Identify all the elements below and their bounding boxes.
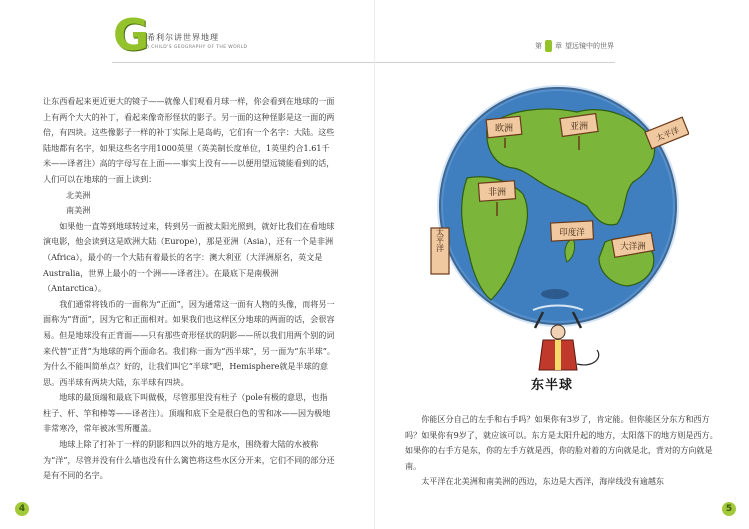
page-number: 4	[15, 502, 29, 516]
chapter-number-tab	[545, 40, 552, 52]
sign-pacific-right	[645, 117, 689, 149]
book-logo	[113, 10, 263, 64]
book-title: 希利尔讲世界地理	[147, 33, 219, 42]
sign-indian-ocean	[551, 221, 594, 241]
chapter-prefix: 第	[535, 42, 542, 50]
right-body-text	[405, 412, 723, 490]
eastern-hemisphere-illustration	[427, 78, 689, 378]
left-body-text	[43, 94, 335, 484]
header-divider	[375, 62, 615, 63]
continent-line: 北美洲	[66, 189, 91, 200]
paragraph: 让东西看起来更近更大的镜子——就像人们观看月球一样，你会看到在地球的一面上有两个大大的补丁，看起来像奇形怪状的影子。另一面的这种怪影是这一面的两倍，有四块。这些像影子一样的补丁实际上是岛屿，它们有一个名字：大陆。这些陆地都有名字，如果这些名字用1000英里（英美制长度单位，1英里约合1.61千米——译者注）高的字母写在上面——事实上没有——以便用望远镜能看到的话，人们可以在地球的一面上读到：	[43, 96, 335, 184]
label-europe: 欧洲	[494, 124, 514, 134]
paragraph: 地球的最顶端和最底下叫做极，尽管那里没有柱子（pole有极的意思，也指柱子、杆、竿和棒等——译者注）。顶端和底下全是很白色的雪和冰——因为极地非常寒冷，常年被冰雪所覆盖。	[43, 392, 331, 434]
label-africa: 非洲	[487, 188, 507, 198]
illustration-caption: 东半球	[531, 378, 574, 393]
sign-pacific-left	[431, 227, 449, 274]
continent-line: 南美洲	[66, 205, 91, 216]
logo-letter: G	[113, 10, 150, 61]
paragraph: 你能区分自己的左手和右手吗？如果你有3岁了，肯定能。但你能区分东方和西方吗？如果你有9岁了，就应该可以。东方是太阳升起的地方，太阳落下的地方则是西方。如果你的右手方是东，你的左手方就是西，你的脸对着的方向就是北，背对的方向就是南。	[405, 414, 718, 471]
label-indian-ocean: 印度洋	[559, 228, 585, 238]
chapter-suffix: 章	[555, 42, 562, 50]
right-page	[375, 0, 749, 529]
paragraph: 如果他一直等到地球转过来，转到另一面被太阳光照到，就好比我们在看地球演电影，他会读到这是欧洲大陆（Europe），那是亚洲（Asia），还有一个是非洲（Africa），最小的一个大陆有着最长的名字：澳大利亚（大洋洲原名，英文是Australia，世界上最小的一个洲——译者注）。在最底下是南极洲（Antarctica）。	[43, 220, 335, 294]
paragraph: 我们通常将钱币的一面称为“正面”，因为通常这一面有人物的头像，而将另一面称为“背面”，因为它和正面相对。如果我们也这样区分地球的两面的话，会很容易。但是地球没有正背面——只有那些奇形怪状的阴影——所以我们用两个别的词来代替“正背”为地球的两个面命名。我们称一面为“西半球”，另一面为“东半球”。为什么不能叫简单点？好的，让我们叫它“半球”吧，Hemisphere就是半球的意思。西半球有两块大陆，东半球有四块。	[43, 298, 335, 387]
page-number: 5	[722, 502, 736, 516]
label-pacific-right: 太平洋	[654, 125, 681, 144]
paragraph: 太平洋在北美洲和南美洲的西边，东边是大西洋，海岸线没有逾越东	[421, 476, 665, 487]
book-subtitle: A CHILD'S GEOGRAPHY OF THE WORLD	[146, 45, 248, 50]
label-oceania: 大洋洲	[620, 242, 646, 252]
header-divider	[112, 62, 374, 63]
left-page	[0, 0, 374, 529]
paragraph: 地球上除了打补丁一样的阴影和四以外的地方是水，围绕着大陆的水被称为“洋”，尽管并没有什么墙也没有什么篱笆将这些水区分开来，它们不同的部分还是有不同的名字。	[43, 439, 335, 481]
whale	[541, 289, 569, 299]
chapter-header	[535, 40, 614, 52]
label-pacific-left: 太平洋	[435, 228, 445, 252]
label-asia: 亚洲	[569, 122, 589, 132]
chapter-title: 望远镜中的世界	[565, 42, 614, 50]
